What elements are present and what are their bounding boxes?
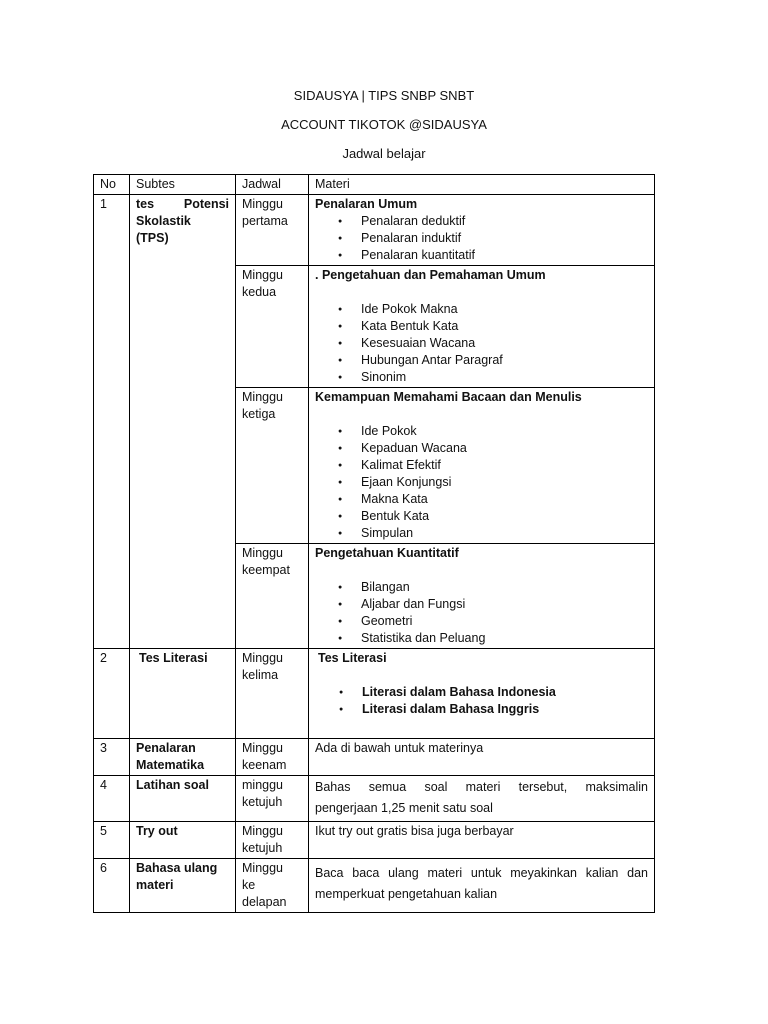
list-item: ● Makna Kata [361,491,648,508]
materi-text: Ada di bawah untuk materinya [315,741,484,755]
subtes-line: Bahasa ulang [136,861,218,875]
list-item: ● Hubungan Antar Paragraf [361,352,648,369]
row-jadwal [236,739,309,776]
row-materi [309,388,655,544]
row-jadwal [236,776,309,822]
subtes-line: Penalaran [136,741,196,755]
list-item: ● Ide Pokok Makna [361,301,648,318]
list-item: ● Penalaran kuantitatif [361,247,648,264]
row-no: 1 [94,195,130,649]
row-materi [309,739,655,776]
row-jadwal [236,388,309,544]
row-jadwal [236,544,309,649]
materi-title: Pengetahuan Kuantitatif [315,546,459,560]
materi-text: pengerjaan 1,25 menit satu soal [315,801,493,815]
row-subtes [130,859,236,913]
table-row [94,649,655,739]
jadwal-line: ketujuh [242,841,283,855]
row-subtes [130,649,236,739]
list-item: ● Literasi dalam Bahasa Inggris [362,701,648,718]
list-item: ● Ejaan Konjungsi [361,474,648,491]
subtes-line: Latihan soal [136,778,209,792]
list-item: ● Kesesuaian Wacana [361,335,648,352]
row-materi [309,822,655,859]
jadwal-line: keempat [242,563,290,577]
list-item: ● Bentuk Kata [361,508,648,525]
jadwal-line: Minggu [242,651,283,665]
list-item: ● Bilangan [361,579,648,596]
jadwal-line: Minggu [242,197,283,211]
jadwal-line: pertama [242,214,288,228]
jadwal-line: Minggu [242,268,283,282]
subtes-line: materi [136,878,174,892]
row-materi [309,544,655,649]
materi-list [315,213,648,264]
jadwal-line: keenam [242,758,287,772]
materi-title: Penalaran Umum [315,197,418,211]
jadwal-line: Minggu [242,390,283,404]
subtes-line: (TPS) [136,231,169,245]
subtes-line: Try out [136,824,178,838]
jadwal-line: Minggu [242,741,283,755]
table-row [94,195,655,266]
row-jadwal [236,822,309,859]
row-materi [309,859,655,913]
row-materi [309,776,655,822]
list-item: ● Kepaduan Wacana [361,440,648,457]
list-item: ● Penalaran deduktif [361,213,648,230]
subtes-line: Matematika [136,758,205,772]
table-row [94,859,655,913]
materi-text: Ikut try out gratis bisa juga berbayar [315,824,514,838]
list-item: ● Simpulan [361,525,648,542]
list-item: ● Literasi dalam Bahasa Indonesia [362,684,648,701]
list-item: ● Kata Bentuk Kata [361,318,648,335]
materi-text: Baca baca ulang materi untuk meyakinkan kalian dan [315,866,648,880]
row-no: 4 [94,776,130,822]
row-materi [309,195,655,266]
table-row [94,739,655,776]
materi-title: Kemampuan Memahami Bacaan dan Menulis [315,390,582,404]
list-item: ● Statistika dan Peluang [361,630,648,647]
header-subtes: Subtes [130,175,236,195]
row-subtes [130,822,236,859]
header-materi: Materi [309,175,655,195]
list-item: ● Kalimat Efektif [361,457,648,474]
list-item: ● Aljabar dan Fungsi [361,596,648,613]
materi-list [315,579,648,647]
jadwal-line: delapan [242,895,287,909]
materi-title: Tes Literasi [318,651,387,665]
jadwal-line: ketiga [242,407,276,421]
materi-list [315,423,648,542]
row-subtes [130,776,236,822]
row-no: 6 [94,859,130,913]
materi-list [318,684,648,718]
list-item: ● Geometri [361,613,648,630]
materi-title: . Pengetahuan dan Pemahaman Umum [315,268,546,282]
list-item: ● Sinonim [361,369,648,386]
materi-text: memperkuat pengetahuan kalian [315,887,498,901]
row-materi [309,649,655,739]
jadwal-line: Minggu [242,824,283,838]
row-materi [309,266,655,388]
row-subtes [130,739,236,776]
doc-title: SIDAUSYA | TIPS SNBP SNBT [293,88,475,103]
jadwal-line: minggu [242,778,283,792]
jadwal-line: kedua [242,285,277,299]
jadwal-line: kelima [242,668,279,682]
doc-subtitle: ACCOUNT TIKOTOK @SIDAUSYA [281,117,487,132]
schedule-table [93,174,655,913]
subtes-line: Skolastik [136,214,191,228]
subtes-line: tes Potensi [136,197,229,211]
row-jadwal [236,649,309,739]
row-no: 2 [94,649,130,739]
row-jadwal [236,266,309,388]
row-no: 5 [94,822,130,859]
jadwal-line: ketujuh [242,795,283,809]
jadwal-line: Minggu [242,546,283,560]
row-no: 3 [94,739,130,776]
list-item: ● Penalaran induktif [361,230,648,247]
materi-list [315,301,648,386]
doc-heading: Jadwal belajar [342,146,426,161]
jadwal-line: ke [242,878,256,892]
row-jadwal [236,859,309,913]
table-row [94,822,655,859]
jadwal-line: Minggu [242,861,283,875]
table-header-row [94,175,655,195]
header-no: No [94,175,130,195]
subtes-line: Tes Literasi [139,651,208,665]
row-subtes [130,195,236,649]
materi-text: Bahas semua soal materi tersebut, maksimalin [315,780,648,794]
table-row [94,776,655,822]
header-jadwal: Jadwal [236,175,309,195]
list-item: ● Ide Pokok [361,423,648,440]
row-jadwal [236,195,309,266]
